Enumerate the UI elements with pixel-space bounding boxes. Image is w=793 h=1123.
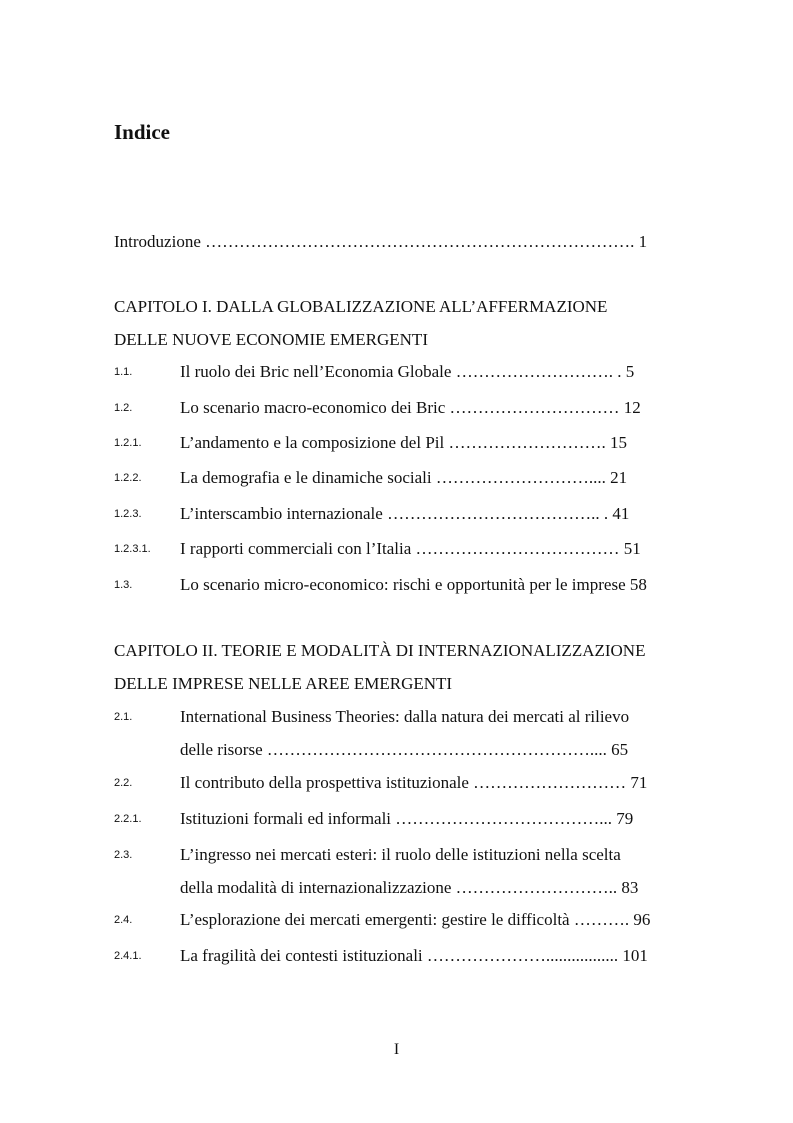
toc-entry xyxy=(114,503,698,525)
section-number: 2.4.1. xyxy=(114,950,142,962)
toc-entry xyxy=(114,467,698,489)
section-title: L’ingresso nei mercati esteri: il ruolo delle istituzioni nella scelta xyxy=(180,845,621,864)
section-number: 1.1. xyxy=(114,366,133,378)
section-title: L’esplorazione dei mercati emergenti: gestire le difficoltà ………. 96 xyxy=(180,910,651,929)
toc-entry xyxy=(114,909,698,931)
toc-entry xyxy=(114,361,698,383)
chapter-1-title-line-2: DELLE NUOVE ECONOMIE EMERGENTI xyxy=(114,330,428,349)
section-number: 2.2.1. xyxy=(114,813,142,825)
toc-entry xyxy=(114,706,698,728)
section-number: 2.3. xyxy=(114,849,133,861)
section-title: Lo scenario micro-economico: rischi e opportunità per le imprese 58 xyxy=(180,575,647,594)
section-title-continuation: della modalità di internazionalizzazione ……………………….. 83 xyxy=(180,878,639,897)
section-number: 1.3. xyxy=(114,579,133,591)
toc-entry xyxy=(114,945,698,967)
toc-intro: Introduzione …………………………………………………………………. 1 xyxy=(114,232,648,251)
toc-entry xyxy=(114,432,698,454)
chapter-2-title-line-1: CAPITOLO II. TEORIE E MODALITÀ DI INTERNAZIONALIZZAZIONE xyxy=(114,641,646,660)
section-title: I rapporti commerciali con l’Italia ……………………………… 51 xyxy=(180,539,641,558)
chapter-2-title-line-2: DELLE IMPRESE NELLE AREE EMERGENTI xyxy=(114,674,453,693)
page-title: Indice xyxy=(114,120,171,144)
section-title: L’interscambio internazionale ……………………………….. . 41 xyxy=(180,504,630,523)
toc-entry-continuation xyxy=(114,739,698,761)
section-title: Istituzioni formali ed informali ………………………………... 79 xyxy=(180,809,634,828)
toc-entry xyxy=(114,808,698,830)
section-number: 1.2.3. xyxy=(114,508,142,520)
toc-entry-continuation xyxy=(114,877,698,899)
toc-entry xyxy=(114,397,698,419)
section-number: 2.2. xyxy=(114,777,133,789)
section-number: 2.4. xyxy=(114,914,133,926)
page-number: I xyxy=(393,1041,400,1058)
chapter-1-title-line-1: CAPITOLO I. DALLA GLOBALIZZAZIONE ALL’AFFERMAZIONE xyxy=(114,297,608,316)
section-title: International Business Theories: dalla natura dei mercati al rilievo xyxy=(180,707,630,726)
section-number: 1.2.2. xyxy=(114,472,142,484)
section-number: 1.2.3.1. xyxy=(114,543,151,555)
section-title: L’andamento e la composizione del Pil ………………………. 15 xyxy=(180,433,627,452)
section-title: La fragilità dei contesti istituzionali …………………................. 101 xyxy=(180,946,648,965)
section-title-continuation: delle risorse ………………………………………………….... 65 xyxy=(180,740,629,759)
toc-entry xyxy=(114,538,698,560)
toc-entry xyxy=(114,574,698,596)
section-number: 1.2.1. xyxy=(114,437,142,449)
section-number: 2.1. xyxy=(114,711,133,723)
toc-entry xyxy=(114,772,698,794)
section-title: Il contributo della prospettiva istituzionale ……………………… 71 xyxy=(180,773,648,792)
section-number: 1.2. xyxy=(114,402,133,414)
section-title: La demografia e le dinamiche sociali ……………………….... 21 xyxy=(180,468,628,487)
toc-entry xyxy=(114,844,698,866)
section-title: Il ruolo dei Bric nell’Economia Globale ………………………. . 5 xyxy=(180,362,635,381)
section-title: Lo scenario macro-economico dei Bric ………………………… 12 xyxy=(180,398,641,417)
